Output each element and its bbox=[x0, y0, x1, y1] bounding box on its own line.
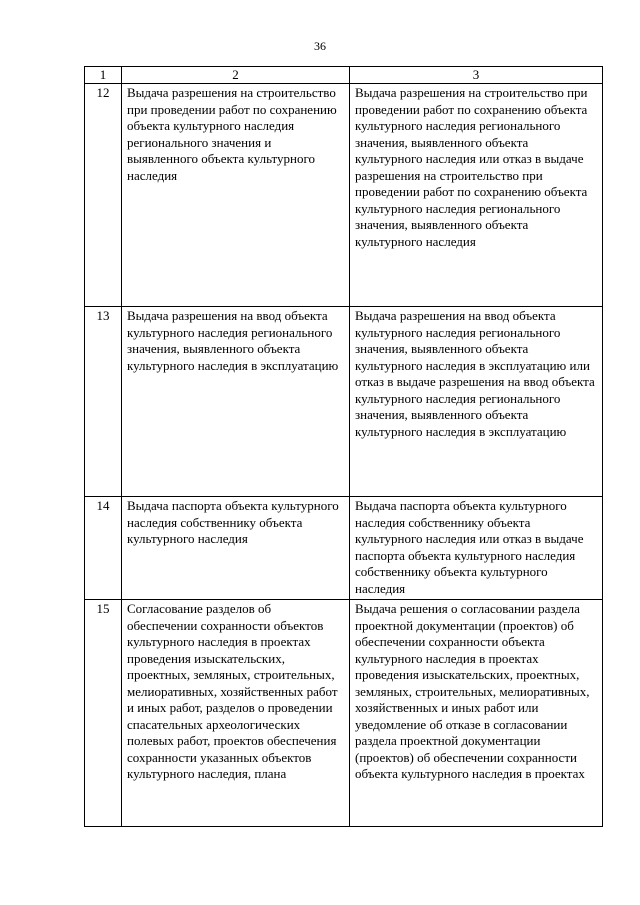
services-table bbox=[84, 66, 603, 827]
column-header-1: 1 bbox=[85, 67, 122, 84]
service-name-cell: Согласование разделов об обеспечении сохранности объектов культурного наследия в проектах проведения изыскательских, проектных, земляных, строительных, мелиоративных, хозяйственных работ и иных работ, разделов о проведении спасательных археологических полевых работ, проектов обеспечения сохранности указанных объектов культурного наследия, плана bbox=[122, 600, 350, 827]
service-name-cell: Выдача разрешения на ввод объекта культурного наследия регионального значения, выявленного объекта культурного наследия в эксплуатацию bbox=[122, 307, 350, 497]
column-header-3: 3 bbox=[350, 67, 603, 84]
table-row bbox=[85, 307, 603, 497]
table-header-row bbox=[85, 67, 603, 84]
service-result-cell: Выдача разрешения на строительство при проведении работ по сохранению объекта культурного наследия регионального значения, выявленного объекта культурного наследия или отказ в выдаче разрешения на строительство при проведении работ по сохранению объекта культурного наследия регионального значения, выявленного объекта культурного наследия bbox=[350, 84, 603, 307]
row-number: 12 bbox=[85, 84, 122, 307]
table-row bbox=[85, 600, 603, 827]
row-number: 13 bbox=[85, 307, 122, 497]
table-row bbox=[85, 497, 603, 600]
service-result-cell: Выдача разрешения на ввод объекта культурного наследия регионального значения, выявленного объекта культурного наследия в эксплуатацию или отказ в выдаче разрешения на ввод объекта культурного наследия регионального значения, выявленного объекта культурного наследия в эксплуатацию bbox=[350, 307, 603, 497]
table-row bbox=[85, 84, 603, 307]
service-name-cell: Выдача паспорта объекта культурного наследия собственнику объекта культурного наследия bbox=[122, 497, 350, 600]
row-number: 15 bbox=[85, 600, 122, 827]
service-result-cell: Выдача паспорта объекта культурного наследия собственнику объекта культурного наследия или отказ в выдаче паспорта объекта культурного наследия собственнику объекта культурного наследия bbox=[350, 497, 603, 600]
service-result-cell: Выдача решения о согласовании раздела проектной документации (проектов) об обеспечении сохранности объекта культурного наследия в проектах проведения изыскательских, проектных, земляных, строительных, мелиоративных, хозяйственных и иных работ или уведомление об отказе в согласовании раздела проектной документации (проектов) об обеспечении сохранности объекта культурного наследия в проектах bbox=[350, 600, 603, 827]
page-number: 36 bbox=[314, 39, 326, 53]
column-header-2: 2 bbox=[122, 67, 350, 84]
row-number: 14 bbox=[85, 497, 122, 600]
service-name-cell: Выдача разрешения на строительство при проведении работ по сохранению объекта культурного наследия регионального значения и выявленного объекта культурного наследия bbox=[122, 84, 350, 307]
